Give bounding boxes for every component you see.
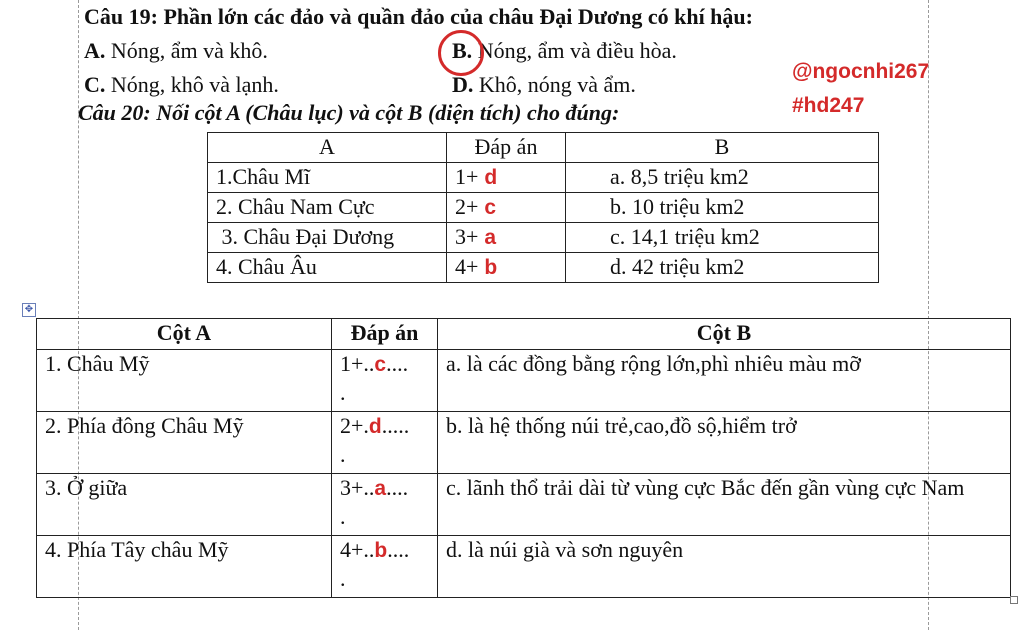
answer-value: c <box>484 196 497 219</box>
answer-suffix: .... <box>387 537 410 562</box>
cell-answer <box>447 223 566 253</box>
answer-prefix: 4+.. <box>340 537 375 562</box>
watermark-hashtag: #hd247 <box>792 94 865 117</box>
cell-a: 4. Châu Âu <box>208 253 447 283</box>
cell-a: 3. Ở giữa <box>37 474 332 536</box>
cell-b: b. là hệ thống núi trẻ,cao,đồ sộ,hiểm trở <box>438 412 1011 474</box>
option-a <box>84 38 268 64</box>
cell-a: 4. Phía Tây châu Mỹ <box>37 536 332 598</box>
option-a-text: Nóng, ẩm và khô. <box>105 38 268 63</box>
option-a-letter: A. <box>84 38 106 63</box>
table-row <box>37 412 1011 474</box>
cell-answer <box>332 350 438 412</box>
answer-value: c <box>374 353 387 376</box>
cell-b: d. 42 triệu km2 <box>566 253 879 283</box>
cell-answer <box>447 253 566 283</box>
cell-answer <box>332 536 438 598</box>
answer-prefix: 1+.. <box>340 351 375 376</box>
cell-b: a. 8,5 triệu km2 <box>566 163 879 193</box>
resize-handle-icon[interactable] <box>1010 596 1018 604</box>
cell-a: 1. Châu Mỹ <box>37 350 332 412</box>
option-c <box>84 72 279 98</box>
table-row <box>208 163 879 193</box>
table-row <box>37 350 1011 412</box>
table-header-row <box>208 133 879 163</box>
matching-table-2 <box>36 318 1011 598</box>
option-c-letter: C. <box>84 72 106 97</box>
answer-prefix: 3+.. <box>340 475 375 500</box>
question-19-title: Câu 19: Phần lớn các đảo và quần đảo của châu Đại Dương có khí hậu: <box>84 4 753 29</box>
answer-value: b <box>484 256 498 279</box>
option-d-letter: D. <box>452 72 474 97</box>
header-col-answer: Đáp án <box>332 319 438 350</box>
cell-a: 1.Châu Mĩ <box>208 163 447 193</box>
cell-b: a. là các đồng bằng rộng lớn,phì nhiêu màu mỡ <box>438 350 1011 412</box>
answer-prefix: 2+. <box>340 413 369 438</box>
option-c-text: Nóng, khô và lạnh. <box>105 72 279 97</box>
option-b-letter: B. <box>452 38 473 63</box>
cell-answer <box>447 163 566 193</box>
option-b <box>452 38 677 64</box>
cell-a: 2. Phía đông Châu Mỹ <box>37 412 332 474</box>
answer-value: b <box>374 539 388 562</box>
cell-answer <box>447 193 566 223</box>
cell-a: 3. Châu Đại Dương <box>208 223 447 253</box>
answer-circle-mark <box>438 30 484 76</box>
answer-value: d <box>368 415 382 438</box>
answer-prefix: 3+ <box>455 224 479 249</box>
header-col-a: A <box>208 133 447 163</box>
watermark-username: @ngocnhi267 <box>792 60 930 83</box>
header-col-b: B <box>566 133 879 163</box>
answer-suffix: .... <box>386 351 409 376</box>
answer-value: a <box>484 226 497 249</box>
header-col-a: Cột A <box>37 319 332 350</box>
matching-table-area <box>207 132 879 283</box>
table-row <box>208 253 879 283</box>
answer-prefix: 4+ <box>455 254 479 279</box>
cell-a: 2. Châu Nam Cực <box>208 193 447 223</box>
cell-answer <box>332 412 438 474</box>
answer-value: a <box>374 477 387 500</box>
table-row <box>208 193 879 223</box>
answer-value: d <box>484 166 498 189</box>
answer-dot: . <box>340 504 346 529</box>
table-header-row <box>37 319 1011 350</box>
answer-suffix: .... <box>386 475 409 500</box>
table-row <box>37 474 1011 536</box>
cell-answer <box>332 474 438 536</box>
answer-dot: . <box>340 380 346 405</box>
answer-suffix: ..... <box>381 413 410 438</box>
option-d <box>452 72 636 98</box>
table-row <box>37 536 1011 598</box>
option-d-text: Khô, nóng và ẩm. <box>473 72 636 97</box>
cell-b: c. 14,1 triệu km2 <box>566 223 879 253</box>
option-b-text: Nóng, ẩm và điều hòa. <box>472 38 677 63</box>
move-handle-icon[interactable]: ✥ <box>22 303 36 317</box>
answer-prefix: 1+ <box>455 164 479 189</box>
answer-dot: . <box>340 566 346 591</box>
cell-b: d. là núi già và sơn nguyên <box>438 536 1011 598</box>
header-col-b: Cột B <box>438 319 1011 350</box>
cell-b: c. lãnh thổ trải dài từ vùng cực Bắc đến gần vùng cực Nam <box>438 474 1011 536</box>
answer-dot: . <box>340 442 346 467</box>
header-col-answer: Đáp án <box>447 133 566 163</box>
cell-b: b. 10 triệu km2 <box>566 193 879 223</box>
question-20-title: Câu 20: Nối cột A (Châu lục) và cột B (diện tích) cho đúng: <box>78 100 620 125</box>
table-row <box>208 223 879 253</box>
answer-prefix: 2+ <box>455 194 479 219</box>
